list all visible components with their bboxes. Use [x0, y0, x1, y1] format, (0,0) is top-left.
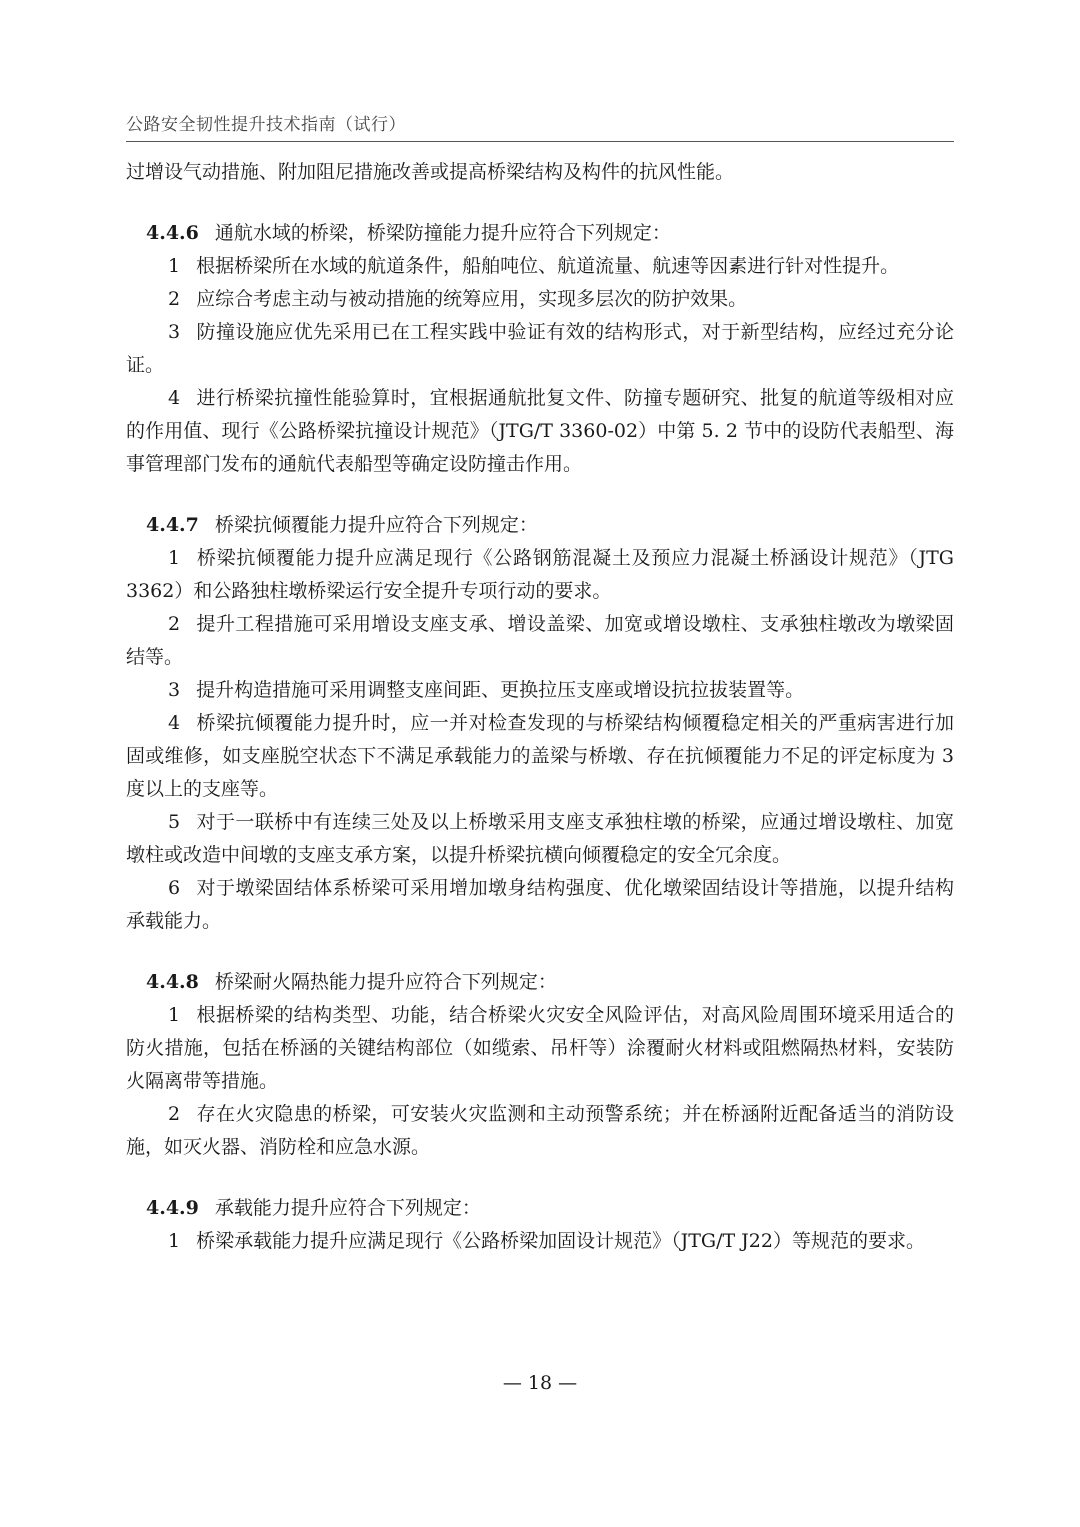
clause-item: [126, 1098, 954, 1164]
clause-item: [126, 1225, 954, 1258]
item-number: 1: [168, 1004, 181, 1026]
page-number: — 18 —: [502, 1372, 578, 1394]
item-text: 对于墩梁固结体系桥梁可采用增加墩身结构强度、优化墩梁固结设计等措施，以提升结构承载能力。: [126, 877, 954, 932]
item-number: 2: [168, 1103, 181, 1125]
clause-item: [126, 806, 954, 872]
clause-item: [126, 608, 954, 674]
item-text: 根据桥梁所在水域的航道条件，船舶吨位、航道流量、航速等因素进行针对性提升。: [196, 255, 900, 277]
item-number: 2: [168, 288, 181, 310]
clause-section: [126, 217, 954, 481]
clause-item: [126, 542, 954, 608]
clause-heading: [126, 966, 954, 999]
item-text: 存在火灾隐患的桥梁，可安装火灾监测和主动预警系统；并在桥涵附近配备适当的消防设施，如灭火器、消防栓和应急水源。: [126, 1103, 954, 1158]
running-header: 公路安全韧性提升技术指南（试行）: [126, 115, 406, 135]
item-number: 1: [168, 1230, 181, 1252]
header-rule: [126, 141, 954, 142]
continuation-paragraph: 过增设气动措施、附加阻尼措施改善或提高桥梁结构及构件的抗风性能。: [126, 161, 735, 183]
clause-heading: [126, 509, 954, 542]
clause-item: [126, 250, 954, 283]
item-text: 防撞设施应优先采用已在工程实践中验证有效的结构形式，对于新型结构，应经过充分论证。: [126, 321, 954, 376]
item-text: 根据桥梁的结构类型、功能，结合桥梁火灾安全风险评估，对高风险周围环境采用适合的防火措施，包括在桥涵的关键结构部位（如缆索、吊杆等）涂覆耐火材料或阻燃隔热材料，安装防火隔离带等措施。: [126, 1004, 954, 1092]
clause-section: [126, 966, 954, 1164]
item-text: 桥梁抗倾覆能力提升时，应一并对检查发现的与桥梁结构倾覆稳定相关的严重病害进行加固或维修，如支座脱空状态下不满足承载能力的盖梁与桥墩、存在抗倾覆能力不足的评定标度为 3 度以上的支座等。: [126, 712, 954, 800]
clause-number: 4.4.7: [146, 514, 199, 536]
item-text: 提升构造措施可采用调整支座间距、更换拉压支座或增设抗拉拔装置等。: [196, 679, 805, 701]
item-text: 进行桥梁抗撞性能验算时，宜根据通航批复文件、防撞专题研究、批复的航道等级相对应的作用值、现行《公路桥梁抗撞设计规范》（JTG/T 3360-02）中第 5. 2 节中的设防代表船型、海事管理部门发布的通航代表船型等确定设防撞击作用。: [126, 387, 954, 475]
item-number: 3: [168, 679, 181, 701]
clause-heading: [126, 1192, 954, 1225]
clause-item: [126, 382, 954, 481]
clause-number: 4.4.8: [146, 971, 199, 993]
clause-number: 4.4.9: [146, 1197, 199, 1219]
item-number: 6: [168, 877, 181, 899]
clause-heading: [126, 217, 954, 250]
item-text: 应综合考虑主动与被动措施的统筹应用，实现多层次的防护效果。: [196, 288, 748, 310]
item-number: 5: [168, 811, 181, 833]
clause-item: [126, 872, 954, 938]
clause-item: [126, 707, 954, 806]
item-text: 对于一联桥中有连续三处及以上桥墩采用支座支承独柱墩的桥梁，应通过增设墩柱、加宽墩柱或改造中间墩的支座支承方案，以提升桥梁抗横向倾覆稳定的安全冗余度。: [126, 811, 954, 866]
clause-item: [126, 283, 954, 316]
clause-item: [126, 316, 954, 382]
item-number: 2: [168, 613, 181, 635]
body-text: [126, 156, 954, 1258]
item-number: 4: [168, 387, 181, 409]
item-text: 桥梁抗倾覆能力提升应满足现行《公路钢筋混凝土及预应力混凝土桥涵设计规范》（JTG 3362）和公路独柱墩桥梁运行安全提升专项行动的要求。: [126, 547, 954, 602]
item-text: 桥梁承载能力提升应满足现行《公路桥梁加固设计规范》（JTG/T J22）等规范的要求。: [196, 1230, 925, 1252]
section-list: [126, 217, 954, 1258]
clause-number: 4.4.6: [146, 222, 199, 244]
clause-item: [126, 674, 954, 707]
clause-title: 承载能力提升应符合下列规定：: [214, 1197, 481, 1219]
item-number: 3: [168, 321, 181, 343]
clause-section: [126, 509, 954, 938]
clause-title: 通航水域的桥梁，桥梁防撞能力提升应符合下列规定：: [214, 222, 671, 244]
item-text: 提升工程措施可采用增设支座支承、增设盖梁、加宽或增设墩柱、支承独柱墩改为墩梁固结等。: [126, 613, 954, 668]
clause-item: [126, 999, 954, 1098]
clause-title: 桥梁抗倾覆能力提升应符合下列规定：: [214, 514, 538, 536]
item-number: 1: [168, 255, 181, 277]
item-number: 4: [168, 712, 181, 734]
clause-section: [126, 1192, 954, 1258]
clause-title: 桥梁耐火隔热能力提升应符合下列规定：: [214, 971, 557, 993]
item-number: 1: [168, 547, 181, 569]
